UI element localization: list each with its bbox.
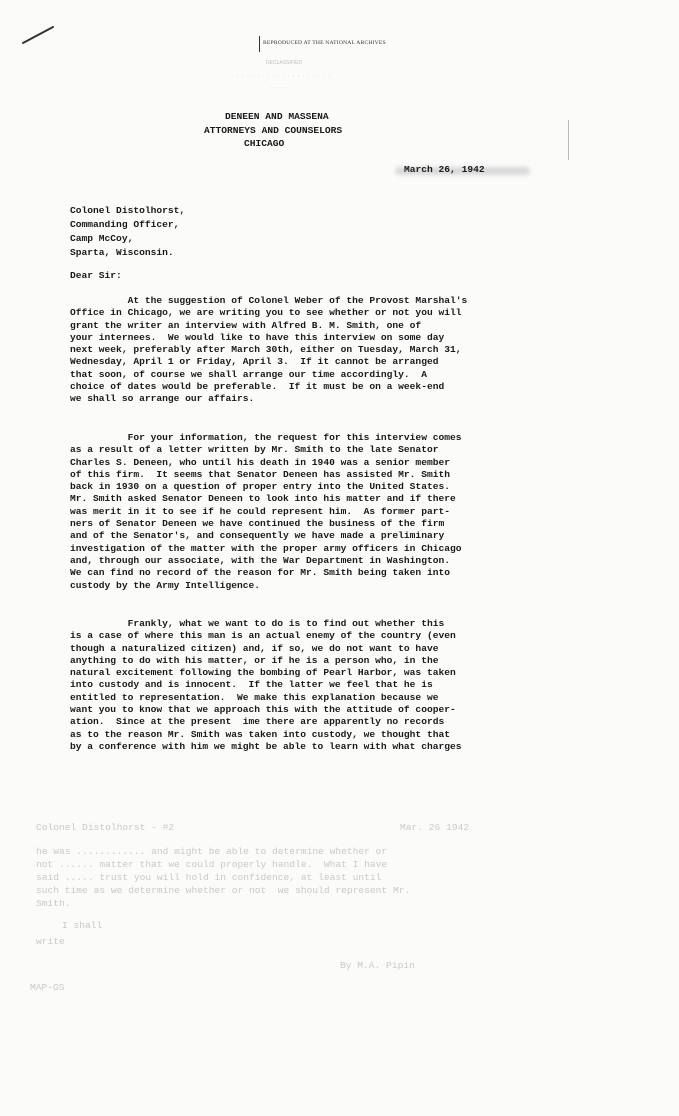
text-line: natural excitement following the bombing of Pearl Harbor, was taken xyxy=(70,667,456,679)
text-line: is a case of where this man is an actual enemy of the country (even xyxy=(70,630,456,642)
bleed-through-paragraph xyxy=(36,845,410,910)
bleed-through-date: Mar. 26 1942 xyxy=(400,822,470,833)
text-line: Colonel Distolhorst, xyxy=(70,205,186,216)
text-line: by a conference with him we might be able to learn with what charges xyxy=(70,740,462,752)
text-line: ners of Senator Deneen we have continued the business of the firm xyxy=(70,518,445,530)
declassification-authority: · · · · · · · · · · · · · · · · · · · · xyxy=(232,73,331,79)
text-line: Charles S. Deneen, who until his death in 1940 was a senior member xyxy=(70,456,450,468)
text-line: At the suggestion of Colonel Weber of the Provost Marshal's xyxy=(70,295,468,306)
text-line: not ...... matter that we could properly handle. What I have xyxy=(36,859,388,870)
text-line: Wednesday, April 1 or Friday, April 3. If it cannot be arranged xyxy=(70,356,439,368)
declassification-stamp: DECLASSIFIED xyxy=(266,60,303,66)
text-line: ation. Since at the present ime there are apparently no records xyxy=(70,716,445,728)
text-line: grant the writer an interview with Alfred B. M. Smith, one of xyxy=(70,319,422,331)
salutation: Dear Sir: xyxy=(70,270,122,281)
bleed-through-header: Colonel Distolhorst - #2 xyxy=(36,822,175,833)
text-line: though a naturalized citizen) and, if so, we do not want to have xyxy=(70,642,439,654)
text-line: entitled to representation. We make this explanation because we xyxy=(70,691,439,703)
pen-mark xyxy=(22,26,55,45)
bleed-through-initials: MAP-GS xyxy=(30,982,65,993)
text-line: choice of dates would be preferable. If it must be on a week-end xyxy=(70,381,445,393)
stamp-bar xyxy=(259,36,260,52)
text-line: Smith. xyxy=(36,898,71,909)
text-line: and of the Senator's, and consequently we have made a preliminary xyxy=(70,530,445,542)
firm-city: CHICAGO xyxy=(244,138,285,149)
text-line: Commanding Officer, xyxy=(70,219,180,230)
text-line: we shall so arrange our affairs. xyxy=(70,393,255,405)
text-line: your internees. We would like to have this interview on some day xyxy=(70,331,445,343)
text-line: into custody and is innocent. If the latter we feel that he is xyxy=(70,679,433,691)
text-line: of this firm. It seems that Senator Deneen has assisted Mr. Smith xyxy=(70,468,450,480)
text-line: Office in Chicago, we are writing you to see whether or not you will xyxy=(70,307,462,319)
text-line: investigation of the matter with the proper army officers in Chicago xyxy=(70,542,462,554)
text-line: such time as we determine whether or not we should represent Mr. xyxy=(36,885,411,896)
paragraph-3 xyxy=(70,618,462,753)
text-line: custody by the Army Intelligence. xyxy=(70,579,260,591)
recipient-address xyxy=(70,204,185,260)
text-line: Camp McCoy, xyxy=(70,233,134,244)
text-line: Frankly, what we want to do is to find out whether this xyxy=(70,618,445,629)
paragraph-2 xyxy=(70,432,462,592)
text-line: anything to do with his matter, or if he is a person who, in the xyxy=(70,654,439,666)
text-line: as to the reason Mr. Smith was taken into custody, we thought that xyxy=(70,728,450,740)
text-line: Sparta, Wisconsin. xyxy=(70,247,174,258)
text-line: said ..... trust you will hold in confidence, at least until xyxy=(36,872,382,883)
firm-name: DENEEN AND MASSENA xyxy=(225,111,329,122)
text-line: and, through our associate, with the War Department in Washington. xyxy=(70,554,450,566)
bleed-through-closing-2: write xyxy=(36,936,65,947)
text-line: as a result of a letter written by Mr. Smith to the late Senator xyxy=(70,444,439,456)
text-line: Mr. Smith asked Senator Deneen to look into his matter and if there xyxy=(70,493,456,505)
text-line: he was ............ and might be able to determine whether or xyxy=(36,846,388,857)
bleed-through-closing: I shall xyxy=(62,920,103,931)
bleed-through-signature: By M.A. Pipin xyxy=(340,960,415,971)
text-line: We can find no record of the reason for Mr. Smith being taken into xyxy=(70,567,450,579)
text-line: want you to know that we approach this with the attitude of cooper- xyxy=(70,704,456,716)
text-line: next week, preferably after March 30th, either on Tuesday, March 31, xyxy=(70,344,462,356)
letter-date: March 26, 1942 xyxy=(404,164,485,175)
declassification-initials: · · · · · · xyxy=(270,85,287,91)
archives-stamp: REPRODUCED AT THE NATIONAL ARCHIVES xyxy=(263,40,386,46)
firm-subtitle: ATTORNEYS AND COUNSELORS xyxy=(204,125,343,136)
paragraph-1 xyxy=(70,295,467,406)
text-line: For your information, the request for this interview comes xyxy=(70,432,462,443)
text-line: was merit in it to see if he could represent him. As former part- xyxy=(70,505,450,517)
text-line: back in 1930 on a question of proper entry into the United States. xyxy=(70,481,450,493)
text-line: that soon, of course we shall arrange our time accordingly. A xyxy=(70,368,427,380)
page-edge-mark xyxy=(568,120,569,160)
